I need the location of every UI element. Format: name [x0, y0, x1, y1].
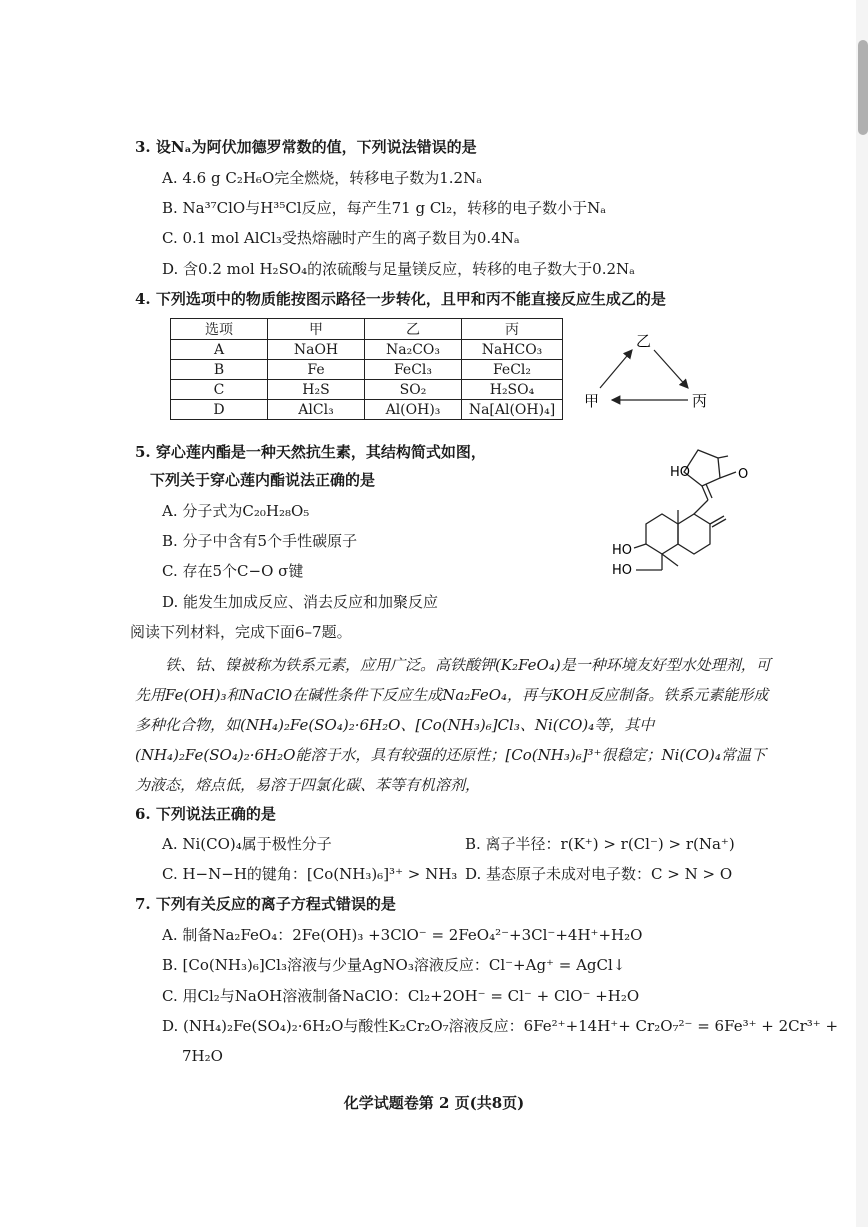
- q5-option-d: D. 能发生加成反应、消去反应和加聚反应: [162, 593, 439, 611]
- table-row: [171, 340, 563, 360]
- table-cell: H₂SO₄: [462, 380, 563, 400]
- table-cell: Na[Al(OH)₄]: [462, 400, 563, 420]
- q5-stem-2: 下列关于穿心莲内酯说法正确的是: [150, 471, 376, 489]
- q6-option-a: A. Ni(CO)₄属于极性分子: [162, 835, 332, 853]
- q7-option-b: B. [Co(NH₃)₆]Cl₃溶液与少量AgNO₃溶液反应：Cl⁻+Ag⁺ = AgCl↓: [162, 956, 626, 974]
- scrollbar-thumb[interactable]: [858, 40, 868, 135]
- table-row: [171, 360, 563, 380]
- q3-option-a: A. 4.6 g C₂H₆O完全燃烧，转移电子数为1.2Nₐ: [162, 169, 483, 187]
- q7-option-a: A. 制备Na₂FeO₄：2Fe(OH)₃ +3ClO⁻ = 2FeO₄²⁻+3Cl⁻+4H⁺+H₂O: [162, 926, 643, 944]
- q6-option-d: D. 基态原子未成对电子数：C > N > O: [465, 865, 733, 883]
- reading-intro: 阅读下列材料，完成下面6–7题。: [130, 623, 352, 641]
- table-row: [171, 380, 563, 400]
- table-cell: C: [171, 380, 268, 400]
- q4-options-table: [170, 318, 563, 420]
- table-cell: FeCl₂: [462, 360, 563, 380]
- label-ho-ring: HO: [612, 543, 633, 558]
- q5-option-c: C. 存在5个C−O σ键: [162, 562, 304, 580]
- label-ho-ch2: HO: [612, 563, 633, 578]
- table-cell: B: [171, 360, 268, 380]
- table-header: 乙: [365, 319, 462, 340]
- reading-paragraph: 铁、钴、镍被称为铁系元素，应用广泛。高铁酸钾(K₂FeO₄)是一种环境友好型水处理剂，可先用Fe(OH)₃和NaClO在碱性条件下反应生成Na₂FeO₄，再与KOH反应制备。铁系元素能形成多种化合物，如(NH₄)₂Fe(SO₄)₂·6H₂O、[Co(NH₃)₆]Cl₃、Ni(CO)₄等，其中(NH₄)₂Fe(SO₄)₂·6H₂O能溶于水，具有较强的还原性；[Co(NH₃)₆]³⁺很稳定；Ni(CO)₄常温下为液态，熔点低，易溶于四氯化碳、苯等有机溶剂，: [135, 656, 771, 794]
- table-header-row: [171, 319, 563, 340]
- diagram-node-yi: 乙: [636, 332, 652, 350]
- q5-option-b: B. 分子中含有5个手性碳原子: [162, 532, 358, 550]
- table-header: 甲: [268, 319, 365, 340]
- q4-stem: 4. 下列选项中的物质能按图示路径一步转化，且甲和丙不能直接反应生成乙的是: [135, 290, 666, 308]
- q6-option-c: C. H−N−H的键角：[Co(NH₃)₆]³⁺ > NH₃: [162, 865, 458, 883]
- q3-option-d: D. 含0.2 mol H₂SO₄的浓硫酸与足量镁反应，转移的电子数大于0.2Nₐ: [162, 260, 635, 278]
- q6-option-b: B. 离子半径：r(K⁺) > r(Cl⁻) > r(Na⁺): [465, 835, 735, 853]
- q5-option-a: A. 分子式为C₂₀H₂₈O₅: [162, 502, 310, 520]
- conversion-diagram: [580, 330, 730, 415]
- andrographolide-structure: [600, 438, 770, 588]
- table-cell: NaHCO₃: [462, 340, 563, 360]
- table-cell: SO₂: [365, 380, 462, 400]
- table-cell: Al(OH)₃: [365, 400, 462, 420]
- diagram-node-jia: 甲: [584, 392, 600, 410]
- table-cell: H₂S: [268, 380, 365, 400]
- label-o-carbonyl: O: [738, 467, 749, 482]
- q7-option-d-continued: 7H₂O: [182, 1047, 223, 1065]
- table-cell: D: [171, 400, 268, 420]
- label-ho-lactone: HO: [670, 465, 691, 480]
- table-row: [171, 400, 563, 420]
- q7-option-d: D. (NH₄)₂Fe(SO₄)₂·6H₂O与酸性K₂Cr₂O₇溶液反应：6Fe²⁺+14H⁺+ Cr₂O₇²⁻ = 6Fe³⁺ + 2Cr³⁺ +: [162, 1017, 839, 1035]
- table-cell: AlCl₃: [268, 400, 365, 420]
- table-cell: A: [171, 340, 268, 360]
- q3-stem: 3. 设Nₐ为阿伏加德罗常数的值，下列说法错误的是: [135, 138, 477, 156]
- arrow-jia-to-yi: [600, 350, 632, 388]
- q7-option-c: C. 用Cl₂与NaOH溶液制备NaClO：Cl₂+2OH⁻ = Cl⁻ + ClO⁻ +H₂O: [162, 987, 640, 1005]
- q6-stem: 6. 下列说法正确的是: [135, 805, 276, 823]
- table-cell: Fe: [268, 360, 365, 380]
- q3-option-c: C. 0.1 mol AlCl₃受热熔融时产生的离子数目为0.4Nₐ: [162, 229, 520, 247]
- q3-option-b: B. Na³⁷ClO与H³⁵Cl反应，每产生71 g Cl₂，转移的电子数小于Nₐ: [162, 199, 607, 217]
- table-cell: Na₂CO₃: [365, 340, 462, 360]
- diagram-node-bing: 丙: [692, 392, 708, 410]
- q7-stem: 7. 下列有关反应的离子方程式错误的是: [135, 895, 396, 913]
- arrow-yi-to-bing: [654, 350, 688, 388]
- table-header: 丙: [462, 319, 563, 340]
- q5-stem: 5. 穿心莲内酯是一种天然抗生素，其结构简式如图，: [135, 443, 486, 461]
- scrollbar-track[interactable]: [856, 0, 868, 1227]
- page-footer: 化学试题卷第 2 页(共8页): [343, 1094, 525, 1112]
- table-cell: FeCl₃: [365, 360, 462, 380]
- table-header: 选项: [171, 319, 268, 340]
- table-cell: NaOH: [268, 340, 365, 360]
